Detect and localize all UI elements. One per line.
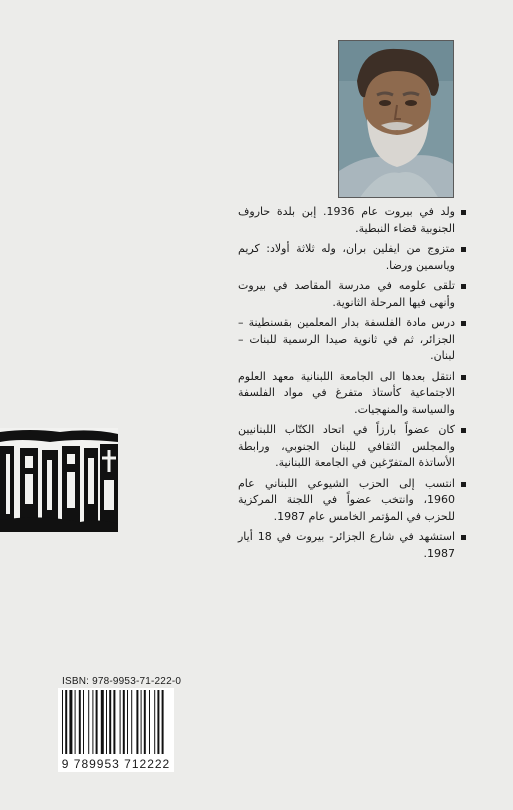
woodcut-artwork bbox=[0, 428, 118, 532]
barcode-bar bbox=[157, 690, 159, 754]
author-portrait-illustration bbox=[339, 41, 454, 198]
barcode-bar bbox=[109, 690, 111, 754]
barcode-bar bbox=[154, 690, 155, 754]
bio-item-death: استشهد في شارع الجزائر- بيروت في 18 أيار 1987. bbox=[238, 529, 466, 562]
barcode-bar bbox=[144, 690, 146, 754]
bio-item-birth: ولد في بيروت عام 1936. إبن بلدة حاروف الجنوبية قضاء النبطية. bbox=[238, 204, 466, 237]
bio-item-memberships: كان عضواً بارزاً في اتحاد الكتّاب اللبنانيين والمجلس الثقافي للبنان الجنوبي، ورابطة الأساتذة المتفرّغين في الجامعة اللبنانية. bbox=[238, 422, 466, 472]
bio-item-university: انتقل بعدها الى الجامعة اللبنانية معهد العلوم الاجتماعية كأستاذ متفرغ في مواد الفلسفة والسياسة والمنهجيات. bbox=[238, 369, 466, 419]
barcode-bar bbox=[65, 690, 67, 754]
barcode-bar bbox=[131, 690, 132, 754]
barcode-bar bbox=[120, 690, 121, 754]
barcode-bar bbox=[92, 690, 93, 754]
barcode-bar bbox=[83, 690, 84, 754]
bio-item-schooling: تلقى علومه في مدرسة المقاصد في بيروت وأنهى فيها المرحلة الثانوية. bbox=[238, 278, 466, 311]
barcode-bar bbox=[113, 690, 115, 754]
author-photo bbox=[338, 40, 454, 198]
barcode-digits: 9 789953 712222 bbox=[58, 757, 174, 771]
barcode-bar bbox=[136, 690, 138, 754]
barcode-bar bbox=[75, 690, 76, 754]
barcode-bar bbox=[141, 690, 142, 754]
barcode-bars bbox=[58, 688, 174, 758]
barcode-bar bbox=[88, 690, 89, 754]
barcode-bar bbox=[149, 690, 150, 754]
barcode-bar bbox=[127, 690, 128, 754]
barcode-bar bbox=[62, 690, 63, 754]
woodcut-figures-illustration bbox=[0, 428, 118, 532]
barcode-bar bbox=[162, 690, 164, 754]
barcode-bar bbox=[96, 690, 98, 754]
biography-list bbox=[238, 204, 466, 566]
barcode-bar bbox=[123, 690, 125, 754]
barcode-bar bbox=[101, 690, 104, 754]
barcode-bar bbox=[79, 690, 81, 754]
bio-item-teaching: درس مادة الفلسفة بدار المعلمين بقسنطينة – الجزائر، ثم في ثانوية صيدا الرسمية للبنات – لبنان. bbox=[238, 315, 466, 365]
barcode-bar bbox=[106, 690, 107, 754]
bio-item-family: متزوج من ايفلين بران، وله ثلاثة أولاد: كريم وياسمين ورضا. bbox=[238, 241, 466, 274]
barcode-bar bbox=[69, 690, 72, 754]
isbn-label: ISBN: 978-9953-71-222-0 bbox=[62, 676, 182, 687]
bio-item-party: انتسب إلى الحزب الشيوعي اللبناني عام 1960، وانتخب عضواً في اللجنة المركزية للحزب في المؤتمر الخامس عام 1987. bbox=[238, 476, 466, 526]
